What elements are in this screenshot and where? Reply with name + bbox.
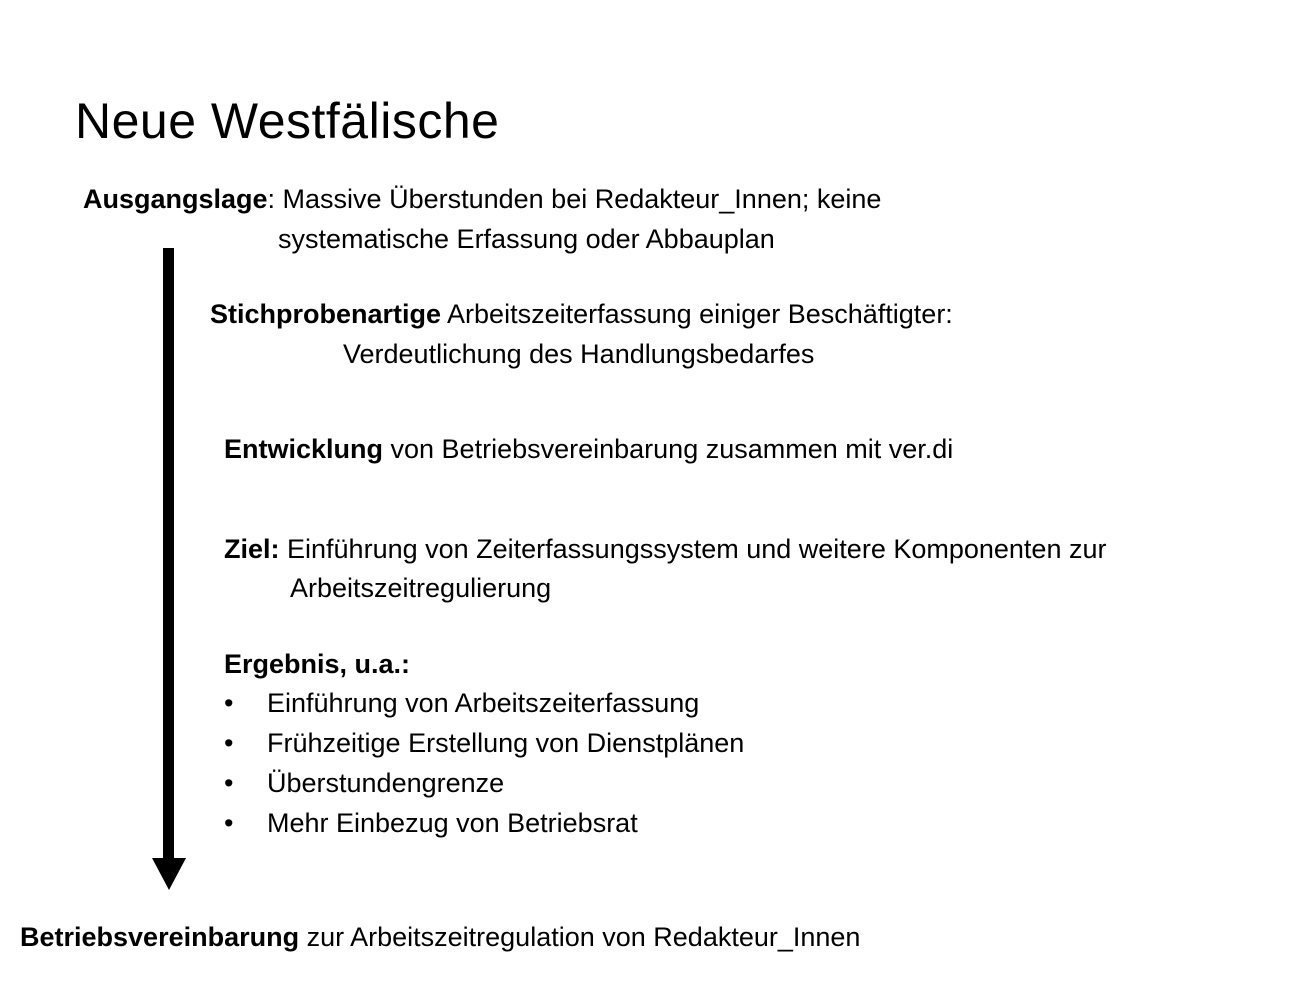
footer-text: zur Arbeitszeitregulation von Redakteur_Innen	[299, 922, 861, 952]
footer-line	[20, 917, 860, 957]
ausgangslage-line2: systematische Erfassung oder Abbauplan	[278, 224, 775, 254]
entwicklung-line	[224, 429, 953, 469]
list-item-text: Frühzeitige Erstellung von Dienstplänen	[267, 728, 745, 758]
list-item	[224, 763, 744, 803]
ergebnis-heading	[224, 644, 410, 684]
bullet-icon: •	[224, 808, 234, 838]
list-item-text: Mehr Einbezug von Betriebsrat	[267, 808, 638, 838]
page-title: Neue Westfälische	[75, 93, 500, 149]
arrow-down-icon	[152, 858, 186, 890]
list-item-text: Überstundengrenze	[267, 768, 505, 798]
ziel-label: Ziel:	[224, 534, 280, 564]
ergebnis-label: Ergebnis, u.a.:	[224, 649, 411, 679]
entwicklung-text: von Betriebsvereinbarung zusammen mit ver.di	[383, 434, 954, 464]
bullet-icon: •	[224, 768, 234, 798]
ausgangslage-label: Ausgangslage	[83, 184, 268, 214]
list-item	[224, 723, 744, 763]
stichprobe-text1: Arbeitszeiterfassung einiger Beschäftigter:	[441, 299, 953, 329]
ausgangslage-line1	[83, 179, 881, 219]
bullet-icon: •	[224, 688, 234, 718]
stichprobe-line2: Verdeutlichung des Handlungsbedarfes	[343, 339, 815, 369]
ziel-line1	[224, 529, 1106, 569]
footer-label: Betriebsvereinbarung	[20, 922, 300, 952]
ausgangslage-text1: : Massive Überstunden bei Redakteur_Innen; keine	[267, 184, 882, 214]
ziel-line2: Arbeitszeitregulierung	[290, 573, 552, 603]
list-item-text: Einführung von Arbeitszeiterfassung	[267, 688, 700, 718]
stichprobe-label: Stichprobenartige	[210, 299, 442, 329]
list-item	[224, 803, 744, 843]
ziel-text1: Einführung von Zeiterfassungssystem und weitere Komponenten zur	[279, 534, 1107, 564]
stichprobe-line1	[210, 294, 953, 334]
bullet-icon: •	[224, 728, 234, 758]
ergebnis-list	[224, 683, 744, 843]
timeline-arrow-shaft	[163, 248, 174, 860]
entwicklung-label: Entwicklung	[224, 434, 384, 464]
list-item	[224, 683, 744, 723]
